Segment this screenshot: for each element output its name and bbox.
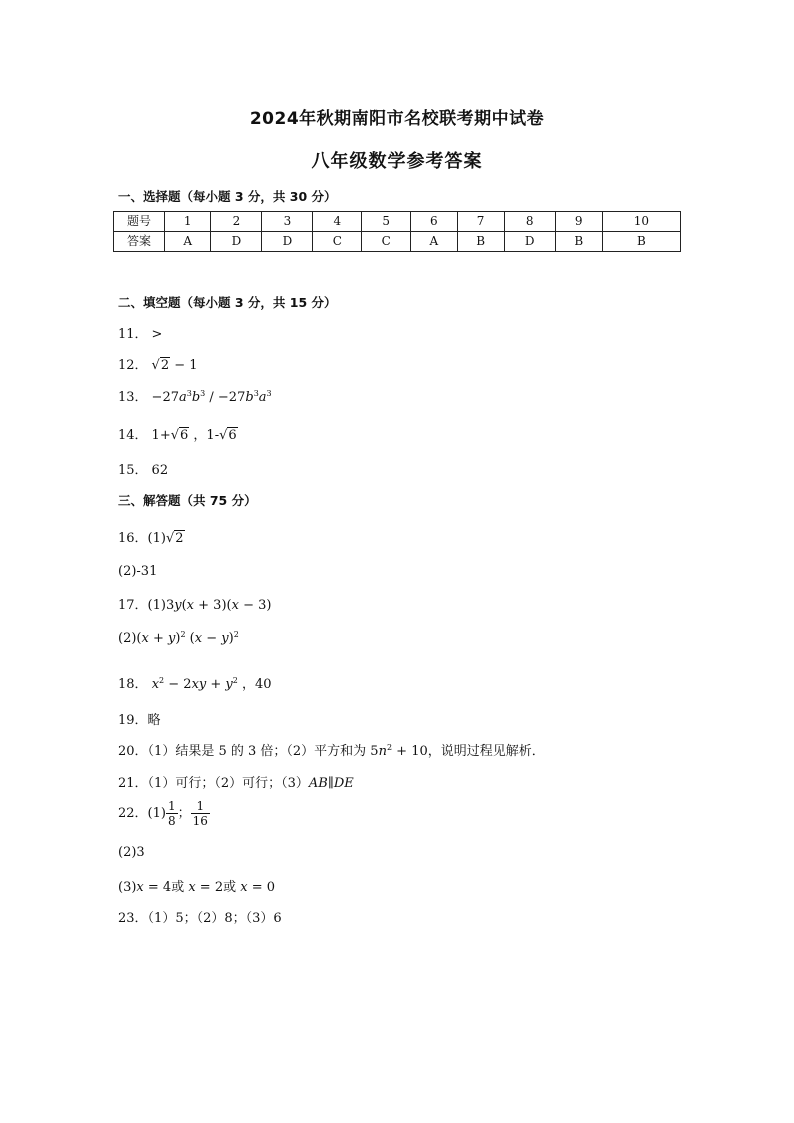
- table-cell: A: [165, 232, 211, 252]
- document-subtitle: 八年级数学参考答案: [311, 151, 483, 172]
- answer-23: 23．（1）5；（2）8；（3）6: [118, 911, 282, 926]
- table-cell: 10: [602, 212, 680, 232]
- question-number: 11．: [118, 327, 148, 342]
- fraction: $\frac{1}{8}$: [167, 799, 176, 828]
- answer-22-3: (3)x = 4或 x = 2或 x = 0: [118, 880, 276, 895]
- answer-17-1: 17．(1)3y(x + 3)(x − 3): [118, 598, 272, 613]
- question-number: 15．: [118, 463, 148, 478]
- section-choice-title: 一、选择题（每小题 3 分，共 30 分）: [118, 189, 337, 204]
- section-solve-title: 三、解答题（共 75 分）: [118, 493, 257, 508]
- table-cell: 1: [165, 212, 211, 232]
- table-cell: D: [262, 232, 313, 252]
- sqrt-symbol: √2: [151, 358, 170, 373]
- question-number: 14．: [118, 428, 148, 443]
- answer-21: 21．（1）可行；（2）可行；（3）AB∥DE: [118, 776, 354, 791]
- table-cell: B: [457, 232, 504, 252]
- table-cell: 8: [504, 212, 555, 232]
- table-row-answers: [114, 232, 681, 252]
- answer-17-2: $(2)(x + y)^2$ $(x - y)^2$: [118, 630, 239, 646]
- answer-16-2: (2)-31: [118, 564, 158, 579]
- table-cell: 6: [411, 212, 457, 232]
- table-cell: D: [504, 232, 555, 252]
- answer-20: 20．（1）结果是 5 的 3 倍；（2）平方和为 $5n^2 + 10$，说明过程见解析．: [118, 743, 545, 759]
- table-cell: C: [313, 232, 362, 252]
- answer-text: >: [151, 327, 163, 342]
- answer-13: 13． $-27a^3b^3 / -27b^3a^3$: [118, 389, 272, 405]
- answer-12: 12． √2 − 1: [118, 358, 198, 373]
- table-cell: D: [211, 232, 262, 252]
- row-label-number: 题号: [114, 212, 165, 232]
- answer-table: [113, 211, 681, 252]
- question-number: 12．: [118, 358, 148, 373]
- answer-19: 19．略: [118, 713, 161, 728]
- table-row-numbers: [114, 212, 681, 232]
- row-label-answer: 答案: [114, 232, 165, 252]
- table-cell: 2: [211, 212, 262, 232]
- document-title: 2024年秋期南阳市名校联考期中试卷: [249, 109, 545, 129]
- table-cell: B: [555, 232, 602, 252]
- table-cell: 5: [362, 212, 411, 232]
- table-cell: 9: [555, 212, 602, 232]
- answer-text: 62: [151, 463, 169, 478]
- table-cell: 7: [457, 212, 504, 232]
- answer-16-1: 16．(1)√2: [118, 531, 184, 546]
- answer-11: [118, 323, 162, 342]
- fraction: $\frac{1}{16}$: [192, 799, 208, 828]
- section-fill-title: 二、填空题（每小题 3 分，共 15 分）: [118, 295, 337, 310]
- answer-14: 14． 1+√6 ，1-√6: [118, 428, 237, 443]
- table-cell: C: [362, 232, 411, 252]
- table-cell: B: [602, 232, 680, 252]
- table-cell: 4: [313, 212, 362, 232]
- table-cell: 3: [262, 212, 313, 232]
- answer-15: [118, 459, 168, 478]
- answer-22-2: (2)3: [118, 845, 145, 860]
- question-number: 13．: [118, 390, 148, 405]
- table-cell: A: [411, 232, 457, 252]
- answer-18: 18． $x^2 - 2xy + y^2$ ，40: [118, 676, 272, 692]
- answer-22-1: 22．(1) $\frac{1}{8}$ ； $\frac{1}{16}$: [118, 799, 208, 828]
